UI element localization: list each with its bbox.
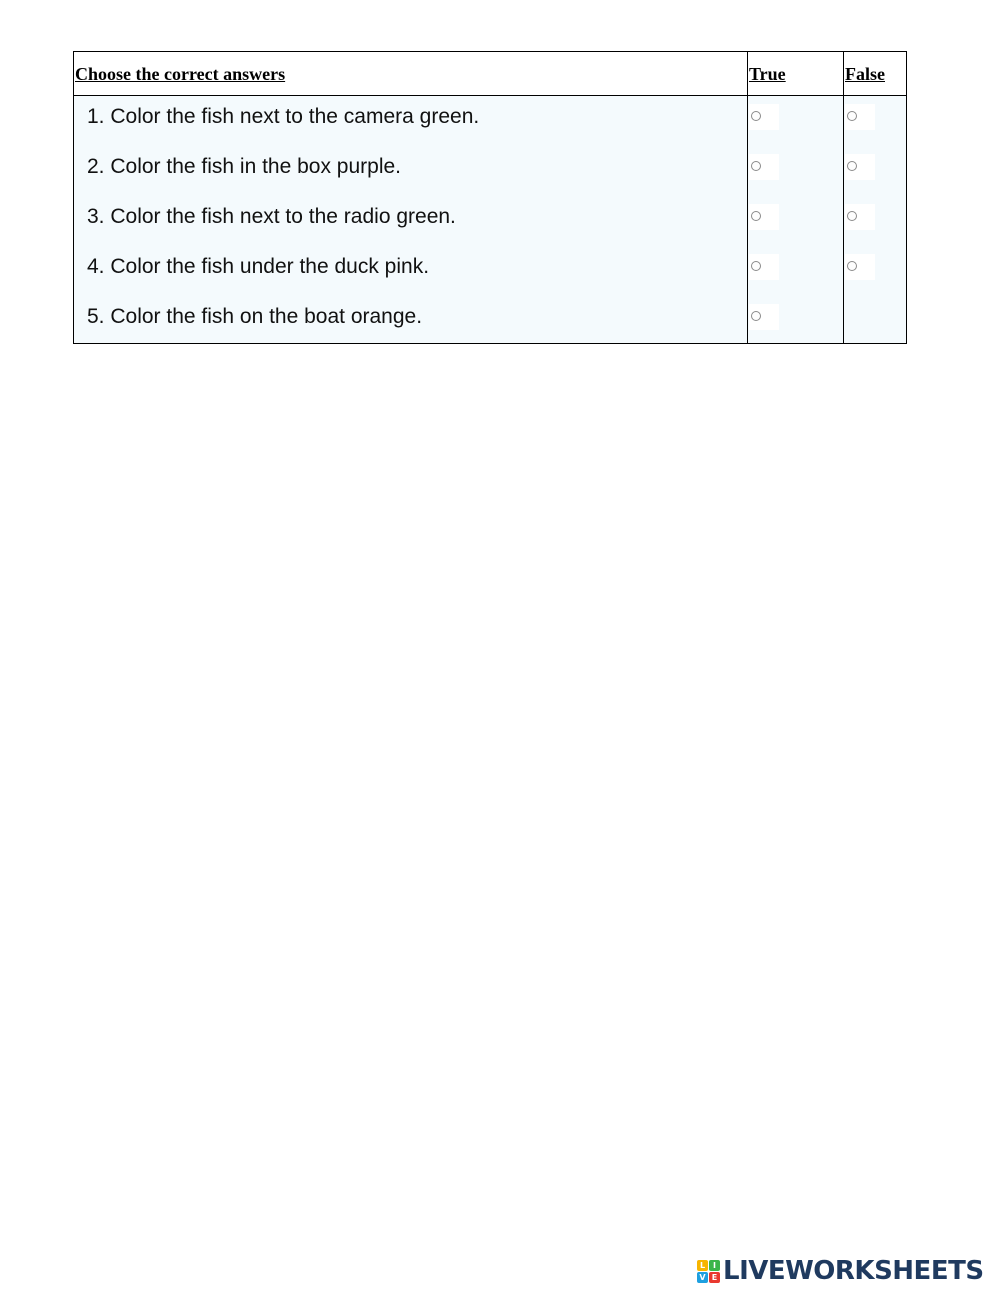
false-radio[interactable]: [847, 261, 857, 271]
true-radio-cell: [749, 254, 779, 280]
table-header-row: [74, 52, 906, 96]
false-radio[interactable]: [847, 111, 857, 121]
true-radio-cell: [749, 304, 779, 330]
true-radio-cell: [749, 154, 779, 180]
false-column-header: False: [845, 64, 885, 84]
logo-tiles-icon: [697, 1260, 720, 1283]
liveworksheets-logo: [697, 1256, 984, 1286]
quiz-table: [73, 51, 907, 344]
question-text: 1. Color the fish next to the camera green.: [87, 105, 480, 128]
question-column-header: Choose the correct answers: [75, 64, 286, 84]
question-text: 4. Color the fish under the duck pink.: [87, 255, 430, 278]
logo-tile: L: [697, 1260, 708, 1271]
false-radio-cell: [845, 254, 875, 280]
logo-tile: I: [709, 1260, 720, 1271]
column-divider-false: [843, 52, 844, 343]
logo-text: LIVEWORKSHEETS: [723, 1256, 984, 1286]
question-text: 2. Color the fish in the box purple.: [87, 155, 402, 178]
true-radio[interactable]: [751, 161, 761, 171]
false-radio[interactable]: [847, 211, 857, 221]
true-column-header: True: [749, 64, 786, 84]
question-text: 5. Color the fish on the boat orange.: [87, 305, 423, 328]
column-divider-true: [747, 52, 748, 343]
true-radio-cell: [749, 104, 779, 130]
true-radio[interactable]: [751, 111, 761, 121]
logo-tile: V: [697, 1272, 708, 1283]
question-text: 3. Color the fish next to the radio green.: [87, 205, 456, 228]
true-radio[interactable]: [751, 211, 761, 221]
logo-tile: E: [709, 1272, 720, 1283]
false-radio-cell: [845, 104, 875, 130]
false-radio-cell: [845, 204, 875, 230]
true-radio[interactable]: [751, 261, 761, 271]
false-radio-cell: [845, 154, 875, 180]
true-radio-cell: [749, 204, 779, 230]
false-radio[interactable]: [847, 161, 857, 171]
true-radio[interactable]: [751, 311, 761, 321]
